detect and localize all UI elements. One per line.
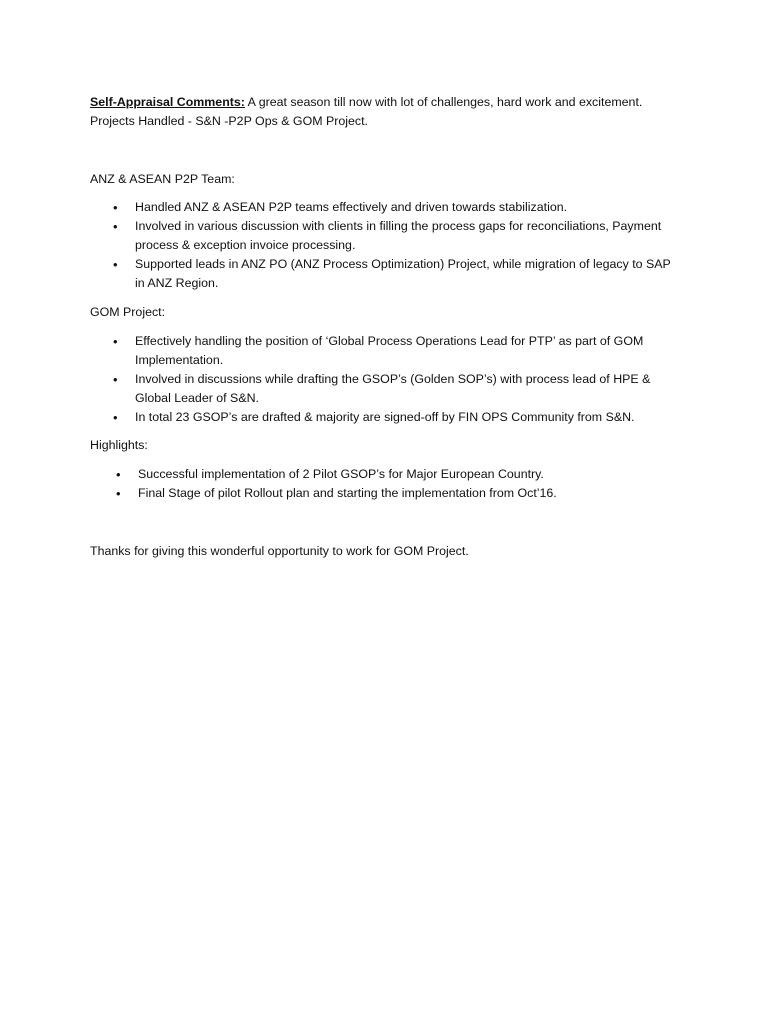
list-item: • Involved in discussions while drafting the GSOP’s (Golden SOP’s) with process lead of HPE & Global Leader of S&N. [135,370,680,408]
list-item: • In total 23 GSOP’s are drafted & majority are signed-off by FIN OPS Community from S&N. [135,408,680,427]
intro-text: A great season till now with lot of challenges, hard work and excitement. [244,95,643,109]
gom-bullet-list [135,332,680,427]
list-item: • Final Stage of pilot Rollout plan and starting the implementation from Oct’16. [138,484,683,503]
closing-line: Thanks for giving this wonderful opportunity to work for GOM Project. [90,544,469,558]
list-item: • Involved in various discussion with clients in filling the process gaps for reconciliations, Payment process & exception invoice processing. [135,217,680,255]
list-item: • Successful implementation of 2 Pilot GSOP’s for Major European Country. [138,465,683,484]
list-item: • Supported leads in ANZ PO (ANZ Process Optimization) Project, while migration of legacy to SAP in ANZ Region. [135,255,680,293]
intro-line [90,93,642,112]
list-item: • Handled ANZ & ASEAN P2P teams effectively and driven towards stabilization. [135,198,680,217]
list-item: • Effectively handling the position of ‘Global Process Operations Lead for PTP’ as part of GOM Implementation. [135,332,680,370]
projects-handled-line: Projects Handled - S&N -P2P Ops & GOM Project. [90,114,368,128]
anz-bullet-list [135,198,680,293]
highlights-bullet-list [138,465,683,503]
section-heading-gom: GOM Project: [90,305,166,319]
self-appraisal-label: Self-Appraisal Comments: [90,95,245,109]
section-heading-anz: ANZ & ASEAN P2P Team: [90,172,235,186]
section-heading-highlights: Highlights: [90,438,148,452]
